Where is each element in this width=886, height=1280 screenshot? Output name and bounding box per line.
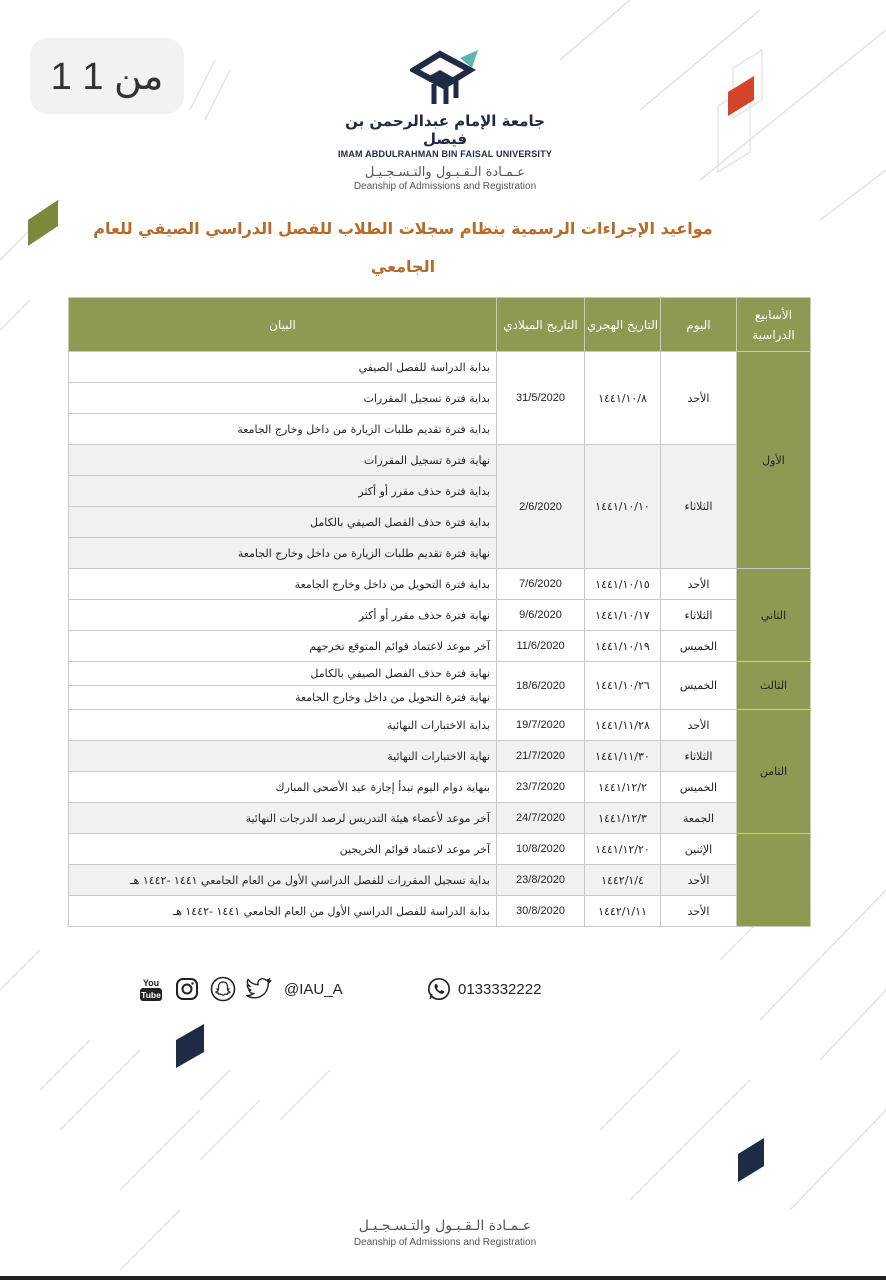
statement-cell: بداية الدراسة للفصل الصيفي — [69, 352, 497, 383]
page-number-badge: 1 من 1 — [30, 38, 184, 114]
header-statement: البيان — [69, 298, 497, 352]
day-cell: الأحد — [661, 352, 737, 445]
statement-cell: آخر موعد لأعضاء هيئة التدريس لرصد الدرجات النهائية — [69, 803, 497, 834]
bottom-divider — [0, 1276, 886, 1280]
header-hijri: التاريخ الهجري — [585, 298, 661, 352]
table-row — [69, 741, 811, 772]
table-row — [69, 865, 811, 896]
hijri-cell: ١٤٤١/١٠/١٧ — [585, 600, 661, 631]
table-row — [69, 631, 811, 662]
hijri-cell: ١٤٤٢/١/١١ — [585, 896, 661, 927]
gregorian-cell: 9/6/2020 — [497, 600, 585, 631]
table-row — [69, 445, 811, 476]
hijri-cell: ١٤٤١/١٠/٢٦ — [585, 662, 661, 710]
deanship-name-arabic: عـمـادة الـقـبـول والتـسـجـيـل — [364, 165, 526, 180]
statement-cell: نهاية فترة تسجيل المقررات — [69, 445, 497, 476]
hijri-cell: ١٤٤١/١٠/١٥ — [585, 569, 661, 600]
footer-deanship — [330, 1218, 560, 1248]
hijri-cell: ١٤٤١/١٠/١٠ — [585, 445, 661, 569]
gregorian-cell: 23/8/2020 — [497, 865, 585, 896]
table-header-row — [69, 298, 811, 352]
week-cell — [737, 834, 811, 927]
statement-cell: نهاية فترة التحويل من داخل وخارج الجامعة — [69, 686, 497, 710]
statement-cell: آخر موعد لاعتماد قوائم الخريجين — [69, 834, 497, 865]
footer-deanship-english: Deanship of Admissions and Registration — [353, 1237, 537, 1248]
day-cell: الثلاثاء — [661, 445, 737, 569]
header-weeks: الأسابيع الدراسية — [737, 298, 811, 352]
table-row — [69, 662, 811, 686]
gregorian-cell: 21/7/2020 — [497, 741, 585, 772]
hijri-cell: ١٤٤١/١٠/٨ — [585, 352, 661, 445]
statement-cell: بداية فترة تسجيل المقررات — [69, 383, 497, 414]
day-cell: الثلاثاء — [661, 741, 737, 772]
university-logo — [330, 48, 560, 192]
day-cell: الإثنين — [661, 834, 737, 865]
university-name-english: IMAM ABDULRAHMAN BIN FAISAL UNIVERSITY — [337, 149, 553, 159]
svg-text:Tube: Tube — [141, 990, 161, 1000]
table-row — [69, 896, 811, 927]
day-cell: الأحد — [661, 865, 737, 896]
university-name-arabic: جامعة الإمام عبدالرحمن بن فيصل — [345, 112, 545, 148]
table-row — [69, 569, 811, 600]
day-cell: الخميس — [661, 631, 737, 662]
table-row — [69, 710, 811, 741]
hijri-cell: ١٤٤١/١٢/٢ — [585, 772, 661, 803]
table-row — [69, 772, 811, 803]
day-cell: الثلاثاء — [661, 600, 737, 631]
day-cell: الأحد — [661, 569, 737, 600]
hijri-cell: ١٤٤١/١٠/١٩ — [585, 631, 661, 662]
statement-cell: نهاية فترة تقديم طلبات الزيارة من داخل وخارج الجامعة — [69, 538, 497, 569]
statement-cell: بداية فترة حذف الفصل الصيفي بالكامل — [69, 507, 497, 538]
gregorian-cell: 31/5/2020 — [497, 352, 585, 445]
title-line-1: مواعيد الإجراءات الرسمية بنظام سجلات الطلاب للفصل الدراسي الصيفي للعام الجامعي — [93, 219, 713, 276]
table-row — [69, 803, 811, 834]
gregorian-cell: 19/7/2020 — [497, 710, 585, 741]
snapchat-icon[interactable] — [210, 976, 236, 1002]
footer-deanship-arabic: عـمـادة الـقـبـول والتـسـجـيـل — [358, 1218, 532, 1234]
svg-text:You: You — [142, 978, 160, 988]
statement-cell: بنهاية دوام اليوم تبدأ إجازة عيد الأضحى المبارك — [69, 772, 497, 803]
hijri-cell: ١٤٤١/١١/٣٠ — [585, 741, 661, 772]
statement-cell: بداية تسجيل المقررات للفصل الدراسي الأول من العام الجامعي ١٤٤١ -١٤٤٢ هـ — [69, 865, 497, 896]
whatsapp-icon[interactable] — [426, 976, 452, 1002]
day-cell: الخميس — [661, 772, 737, 803]
statement-cell: بداية فترة تقديم طلبات الزيارة من داخل وخارج الجامعة — [69, 414, 497, 445]
twitter-icon[interactable] — [246, 976, 272, 1002]
week-cell: الثاني — [737, 569, 811, 662]
hijri-cell: ١٤٤١/١٢/٢٠ — [585, 834, 661, 865]
social-links — [138, 976, 343, 1002]
gregorian-cell: 10/8/2020 — [497, 834, 585, 865]
gregorian-cell: 7/6/2020 — [497, 569, 585, 600]
university-emblem-icon — [410, 48, 480, 106]
contact-phone — [426, 976, 541, 1002]
gregorian-cell: 24/7/2020 — [497, 803, 585, 834]
gregorian-cell: 30/8/2020 — [497, 896, 585, 927]
phone-number[interactable]: 0133332222 — [458, 980, 542, 998]
gregorian-cell: 2/6/2020 — [497, 445, 585, 569]
day-cell: الجمعة — [661, 803, 737, 834]
table-row — [69, 600, 811, 631]
statement-cell: نهاية فترة حذف الفصل الصيفي بالكامل — [69, 662, 497, 686]
deanship-name-english: Deanship of Admissions and Registration — [353, 181, 537, 192]
header-day: اليوم — [661, 298, 737, 352]
week-cell: الثامن — [737, 710, 811, 834]
statement-cell: بداية الاختبارات النهائية — [69, 710, 497, 741]
statement-cell: بداية فترة حذف مقرر أو أكثر — [69, 476, 497, 507]
youtube-icon[interactable] — [138, 976, 164, 1002]
day-cell: الأحد — [661, 710, 737, 741]
statement-cell: بداية الدراسة للفصل الدراسي الأول من العام الجامعي ١٤٤١ -١٤٤٢ هـ — [69, 896, 497, 927]
table-row — [69, 352, 811, 383]
statement-cell: بداية فترة التحويل من داخل وخارج الجامعة — [69, 569, 497, 600]
week-cell: الأول — [737, 352, 811, 569]
instagram-icon[interactable] — [174, 976, 200, 1002]
hijri-cell: ١٤٤١/١١/٢٨ — [585, 710, 661, 741]
header-gregorian: التاريخ الميلادي — [497, 298, 585, 352]
statement-cell: نهاية فترة حذف مقرر أو أكثر — [69, 600, 497, 631]
gregorian-cell: 23/7/2020 — [497, 772, 585, 803]
schedule-table — [68, 297, 811, 927]
day-cell: الأحد — [661, 896, 737, 927]
week-cell: الثالث — [737, 662, 811, 710]
gregorian-cell: 18/6/2020 — [497, 662, 585, 710]
table-row — [69, 834, 811, 865]
statement-cell: آخر موعد لاعتماد قوائم المتوقع تخرجهم — [69, 631, 497, 662]
day-cell: الخميس — [661, 662, 737, 710]
social-handle[interactable]: @IAU_A — [284, 980, 343, 998]
hijri-cell: ١٤٤٢/١/٤ — [585, 865, 661, 896]
gregorian-cell: 11/6/2020 — [497, 631, 585, 662]
hijri-cell: ١٤٤١/١٢/٣ — [585, 803, 661, 834]
statement-cell: نهاية الاختبارات النهائية — [69, 741, 497, 772]
